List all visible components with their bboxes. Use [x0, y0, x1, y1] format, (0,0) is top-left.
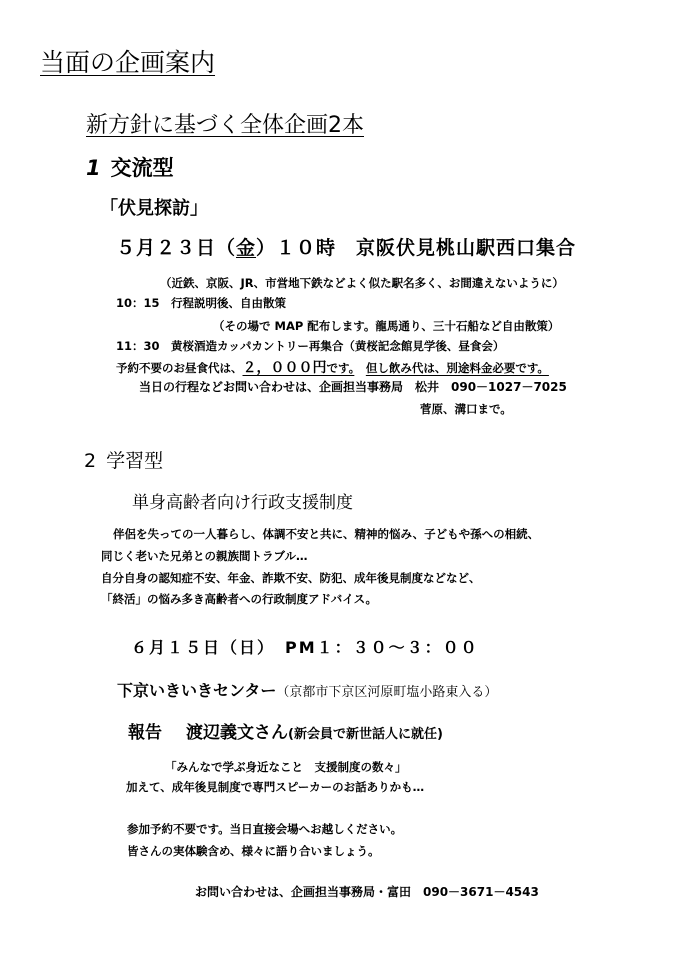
body-line: 同じく老いた兄弟との親族間トラブル…: [101, 549, 308, 563]
talk-extra: 加えて、成年後見制度で専門スピーカーのお話ありかも…: [126, 780, 425, 794]
reporter-note: (新会員で新世話人に就任): [288, 727, 443, 742]
fee-line: [116, 361, 549, 375]
body-line: 自分自身の認知症不安、年金、詐欺不安、防犯、成年後見制度などなど、: [101, 571, 481, 585]
page-title: 当面の企画案内: [40, 48, 216, 77]
report-line: [128, 725, 443, 742]
section2-number: 2: [84, 450, 97, 472]
event1-date-day: 金: [236, 237, 257, 259]
event2-place: [117, 683, 497, 699]
page-subtitle: 新方針に基づく全体企画2本: [86, 113, 364, 138]
contact-line-2: 菅原、溝口まで。: [420, 402, 512, 416]
schedule-1130: 11：30 黄桜酒造カッパカントリー再集合（黄桜記念館見学後、昼食会）: [116, 339, 505, 353]
section2-heading: [84, 452, 163, 471]
event2-date: ６月１５日（日） PM１：３０～３：００: [131, 638, 479, 657]
section2-title: 学習型: [106, 450, 164, 472]
talk-title: 「みんなで学ぶ身近なこと 支援制度の数々」: [165, 760, 407, 774]
event1-date: [116, 239, 576, 258]
schedule-1015: 10：15 行程説明後、自由散策: [116, 296, 287, 310]
event1-date-pre: ５月２３日（: [116, 237, 237, 259]
body-line: 伴侶を失っての一人暮らし、体調不安と共に、精神的悩み、子どもや孫への相続、: [113, 527, 540, 541]
station-note: （近鉄、京阪、JR、市営地下鉄などよく似た駅名多く、お間違えないように）: [160, 276, 564, 290]
fee-post: 但し飲み代は、別途料金必要です。: [365, 361, 549, 375]
section1-number: 1: [86, 156, 101, 180]
section2-topic: 単身高齢者向け行政支援制度: [132, 493, 353, 513]
event1-date-post: ）１０時 京阪伏見桃山駅西口集合: [256, 237, 577, 259]
section2-contact: お問い合わせは、企画担当事務局・富田 090－3671－4543: [195, 885, 539, 899]
closing-line: 皆さんの実体験含め、様々に語り合いましょう。: [127, 844, 380, 858]
fee-amount: ２，０００円: [242, 360, 327, 376]
body-line: 「終活」の悩み多き高齢者への行政制度アドバイス。: [101, 592, 377, 606]
closing-line: 参加予約不要です。当日直接会場へお越しください。: [127, 822, 403, 836]
contact-line-1: 当日の行程などお問い合わせは、企画担当事務局 松井 090－1027－7025: [139, 380, 567, 394]
event-name: 「伏見探訪」: [100, 198, 208, 219]
fee-pre: 予約不要のお昼食代は、: [116, 361, 243, 375]
fee-mid: です。: [326, 361, 355, 375]
place-name: 下京いきいきセンター: [117, 681, 277, 700]
reporter-name: 渡辺義文さん: [186, 723, 288, 743]
section1-title: 交流型: [110, 156, 174, 180]
map-note: （その場で MAP 配布します。龍馬通り、三十石船など自由散策）: [213, 319, 560, 333]
place-address: （京都市下京区河原町塩小路東入る）: [276, 685, 498, 700]
report-label: 報告: [128, 723, 162, 743]
section1-heading: [86, 158, 174, 179]
